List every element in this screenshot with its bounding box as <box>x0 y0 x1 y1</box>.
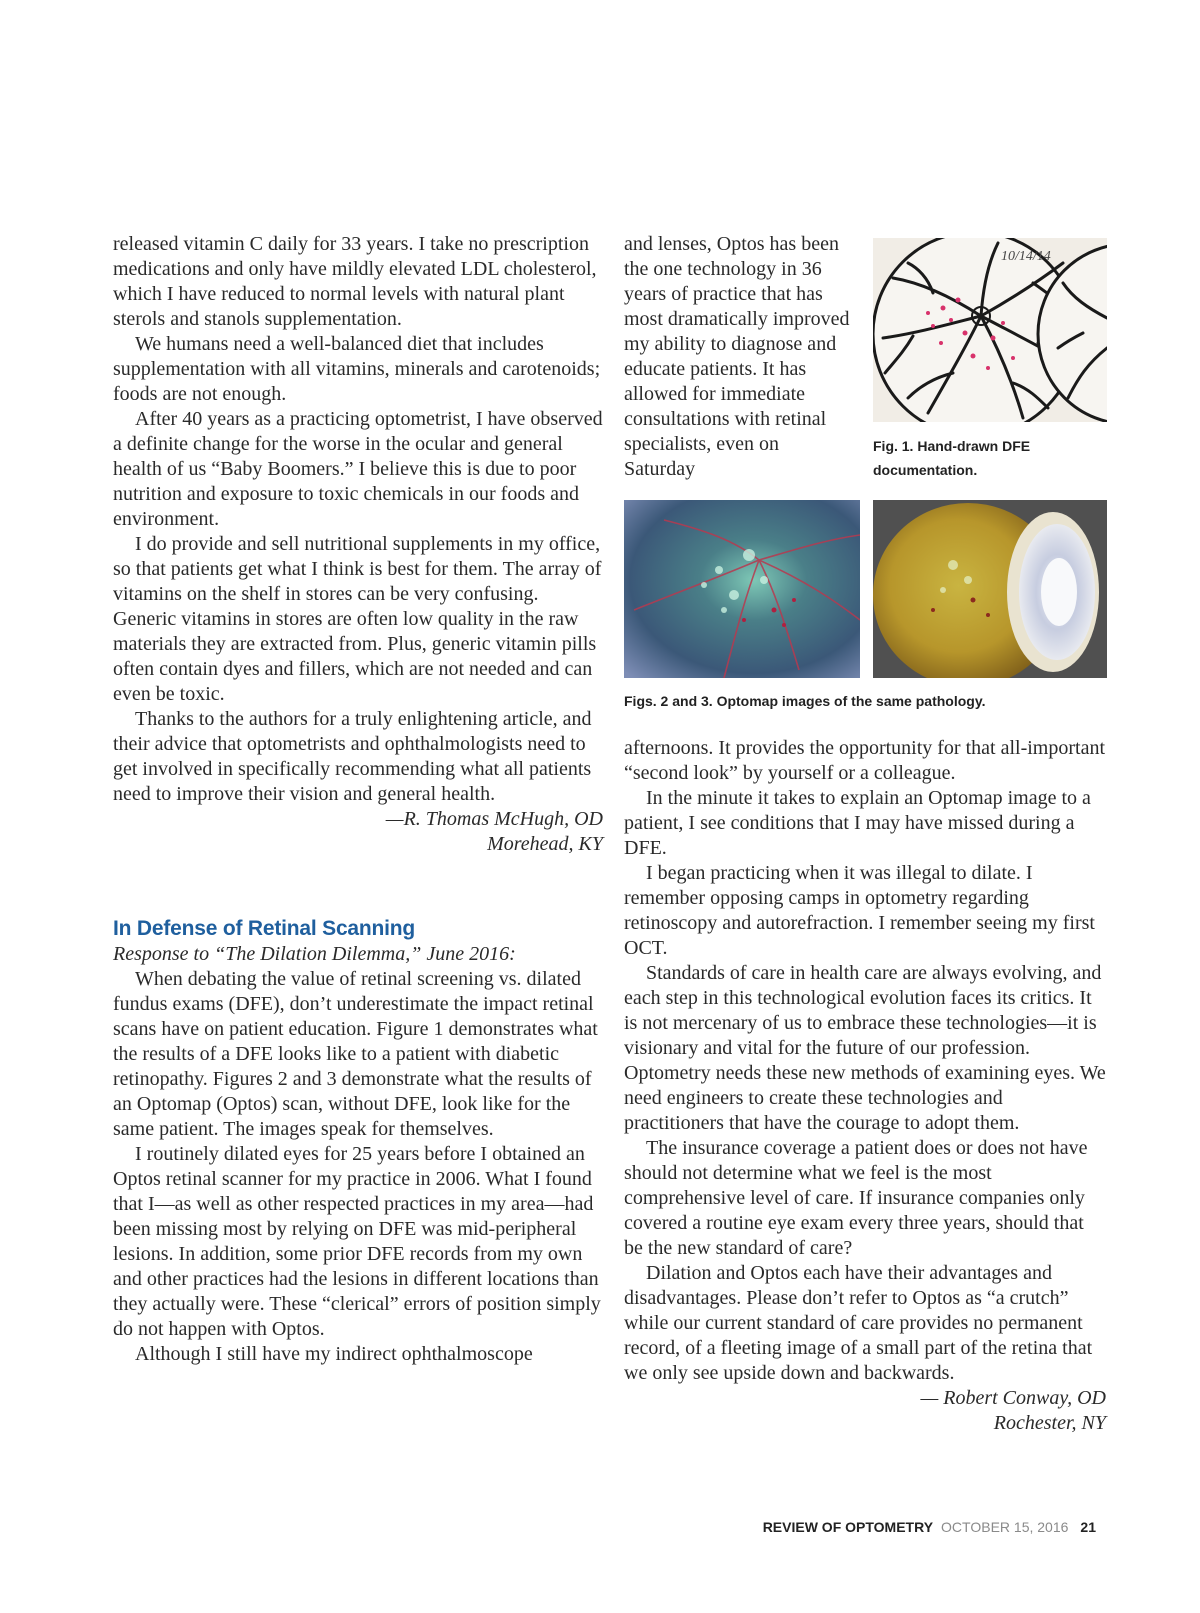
body-paragraph: In the minute it takes to explain an Optomap image to a patient, I see conditions that I may have missed during a DFE. <box>624 787 1091 859</box>
body-paragraph: and lenses, Optos has been the one technology in 36 years of practice that has most dramatically improved my ability to diagnose and educate patients. It has allowed for immediate consultations with retinal specialists, even on Saturday <box>624 233 850 480</box>
body-paragraph: After 40 years as a practicing optometrist, I have observed a definite change for the worse in the ocular and general health of us “Baby Boomers.” I believe this is due to poor nutrition and exposure to toxic chemicals in our foods and environment. <box>113 408 603 530</box>
letter-signature-name: — Robert Conway, OD <box>920 1387 1106 1409</box>
body-paragraph: The insurance coverage a patient does or does not have should not determine what we feel is the most comprehensive level of care. If insurance companies only covered a routine eye exam every three years, should that be the new standard of care? <box>624 1137 1088 1259</box>
body-paragraph: Thanks to the authors for a truly enlightening article, and their advice that optometrists and ophthalmologists need to get involved in specifically recommending what all patients need to improve their vision and general health. <box>113 708 592 805</box>
figure-1-caption: Fig. 1. Hand-drawn DFE documentation. <box>873 438 1031 478</box>
page-footer <box>763 1519 1096 1535</box>
body-paragraph: Although I still have my indirect ophthalmoscope <box>135 1343 533 1365</box>
page-number: 21 <box>1080 1519 1096 1535</box>
body-paragraph: I began practicing when it was illegal to dilate. I remember opposing camps in optometry regarding retinoscopy and autorefraction. I remember seeing my first OCT. <box>624 862 1095 959</box>
figure-3-optomap <box>873 500 1107 678</box>
body-paragraph: Standards of care in health care are always evolving, and each step in this technological evolution faces its critics. It is not mercenary of us to embrace these technologies—it is visionary and vital for the future of our profession. Optometry needs these new methods of examining eyes. We need engineers to create these technologies and practitioners that have the courage to adopt them. <box>624 962 1106 1134</box>
body-paragraph: When debating the value of retinal screening vs. dilated fundus exams (DFE), don’t underestimate the impact retinal scans have on patient education. Figure 1 demonstrates what the results of a DFE looks like to a patient with diabetic retinopathy. Figures 2 and 3 demonstrate what the results of an Optomap (Optos) scan, without DFE, look like for the same patient. The images speak for themselves. <box>113 968 598 1140</box>
right-column <box>624 736 1106 1436</box>
figure-1-drawing <box>873 238 1107 422</box>
optomap-image-2 <box>624 500 860 678</box>
response-line: Response to “The Dilation Dilemma,” June 2016: <box>113 943 516 965</box>
body-paragraph: afternoons. It provides the opportunity for that all-important “second look” by yourself or a colleague. <box>624 737 1105 784</box>
publication-name: REVIEW OF OPTOMETRY <box>762 1519 934 1535</box>
letter-signature-location: Morehead, KY <box>487 833 603 855</box>
letter-signature-name: —R. Thomas McHugh, OD <box>385 808 603 830</box>
issue-date: OCTOBER 15, 2016 <box>941 1519 1069 1535</box>
figure-2-optomap <box>624 500 860 678</box>
right-intro <box>624 232 850 482</box>
left-column <box>113 232 603 1367</box>
retina-drawing-image <box>873 238 1107 422</box>
body-paragraph: released vitamin C daily for 33 years. I take no prescription medications and only have mildly elevated LDL cholesterol, which I have reduced to normal levels with natural plant sterols and stanols supplementation. <box>113 233 597 330</box>
body-paragraph: We humans need a well-balanced diet that includes supplementation with all vitamins, minerals and carotenoids; foods are not enough. <box>113 333 601 405</box>
body-paragraph: Dilation and Optos each have their advantages and disadvantages. Please don’t refer to Optos as “a crutch” while our current standard of care provides no permanent record, of a fleeting image of a small part of the retina that we only see upside down and backwards. <box>624 1262 1093 1384</box>
optomap-image-3 <box>873 500 1107 678</box>
letter-signature-location: Rochester, NY <box>993 1412 1106 1434</box>
body-paragraph: I do provide and sell nutritional supplements in my office, so that patients get what I think is best for them. The array of vitamins on the shelf in stores can be very confusing. Generic vitamins in stores are often low quality in the raw materials they are extracted from. Plus, generic vitamin pills often contain dyes and fillers, which are not needed and can even be toxic. <box>113 533 602 705</box>
figures-2-3-caption: Figs. 2 and 3. Optomap images of the same pathology. <box>624 693 986 709</box>
section-heading: In Defense of Retinal Scanning <box>113 917 416 940</box>
figure-handwriting: 10/14/14 <box>1001 249 1051 264</box>
body-paragraph: I routinely dilated eyes for 25 years before I obtained an Optos retinal scanner for my practice in 2006. What I found that I—as well as other respected practices in my area—had been missing most by relying on DFE was mid-peripheral lesions. In addition, some prior DFE records from my own and other practices had the lesions in different locations than they actually were. These “clerical” errors of position simply do not happen with Optos. <box>113 1143 601 1340</box>
